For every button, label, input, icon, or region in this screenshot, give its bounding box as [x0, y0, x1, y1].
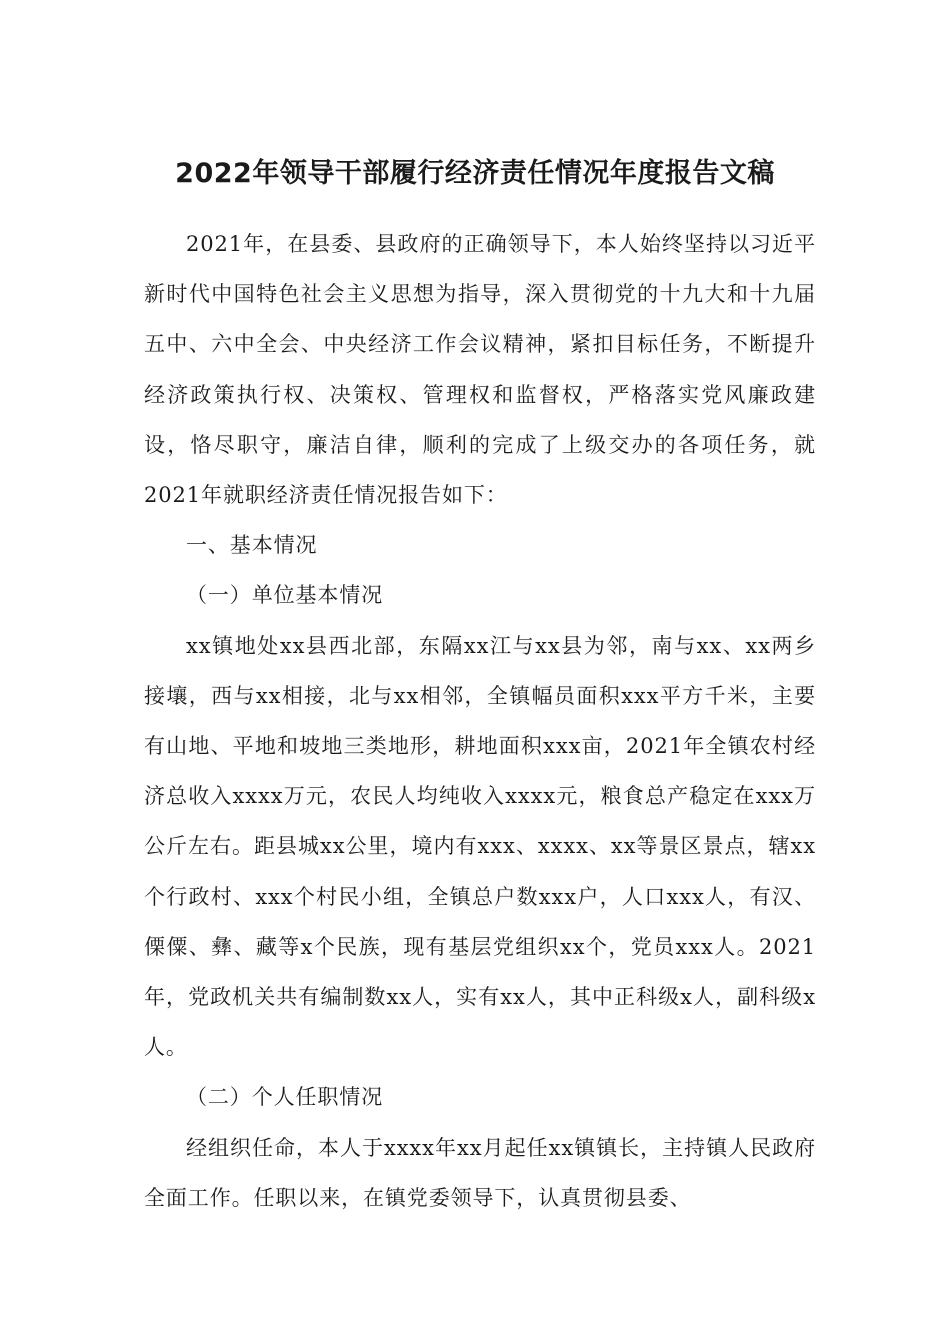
unit-info-paragraph: xx镇地处xx县西北部，东隔xx江与xx县为邻，南与xx、xx两乡接壤，西与xx相接，北与xx相邻，全镇幅员面积xxx平方千米，主要有山地、平地和坡地三类地形，耕地面积xxx亩，2021年全镇农村经济总收入xxxx万元，农民人均纯收入xxxx元，粮食总产稳定在xxx万公斤左右。距县城xx公里，境内有xxx、xxxx、xx等景区景点，辖xx个行政村、xxx个村民小组，全镇总户数xxx户，人口xxx人，有汉、傈僳、彝、藏等x个民族，现有基层党组织xx个，党员xxx人。2021年，党政机关共有编制数xx人，实有xx人，其中正科级x人，副科级x人。 — [144, 633, 816, 1060]
intro-paragraph: 2021年，在县委、县政府的正确领导下，本人始终坚持以习近平新时代中国特色社会主义思想为指导，深入贯彻党的十九大和十九届五中、六中全会、中央经济工作会议精神，紧扣目标任务，不断提升经济政策执行权、决策权、管理权和监督权，严格落实党风廉政建设，恪尽职守，廉洁自律，顺利的完成了上级交办的各项任务，就2021年就职经济责任情况报告如下： — [144, 232, 816, 508]
personal-info-paragraph: 经组织任命，本人于xxxx年xx月起任xx镇镇长，主持镇人民政府全面工作。任职以来，在镇党委领导下，认真贯彻县委、 — [144, 1135, 816, 1210]
subsection-heading-unit-info: （一）单位基本情况 — [186, 583, 384, 608]
document-title: 2022年领导干部履行经济责任情况年度报告文稿 — [175, 158, 775, 189]
subsection-heading-personal-info: （二）个人任职情况 — [186, 1085, 384, 1110]
document-body — [144, 219, 816, 1223]
section-heading-basic-info: 一、基本情况 — [186, 533, 318, 558]
